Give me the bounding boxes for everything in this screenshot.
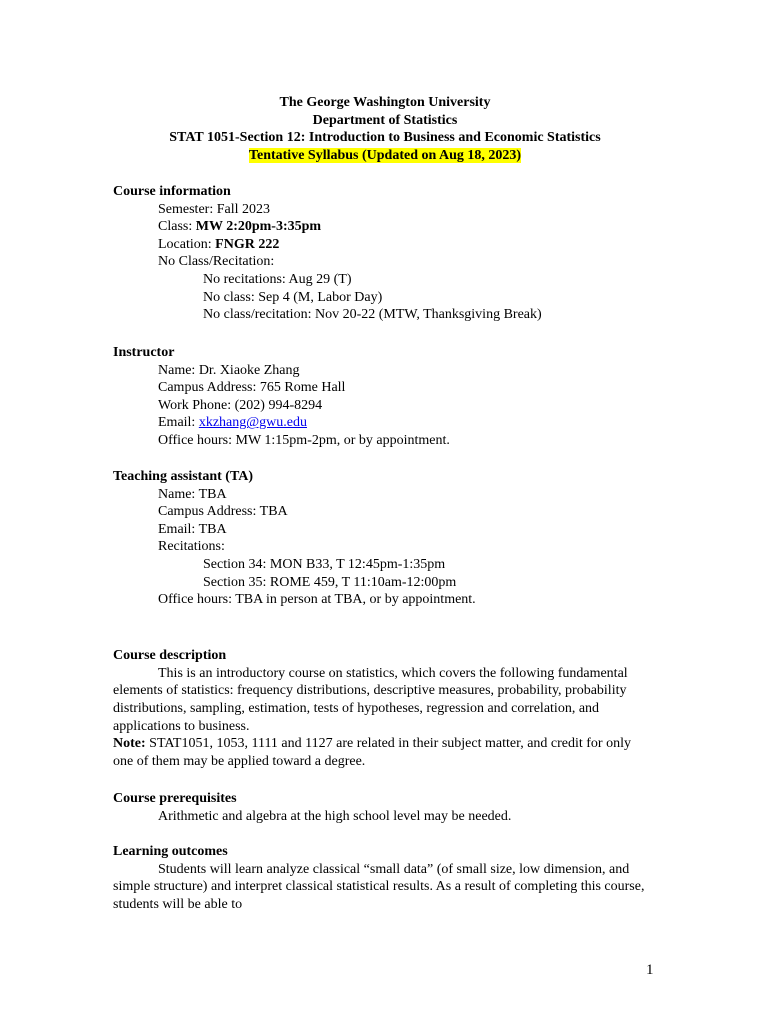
outcomes-paragraph: Students will learn analyze classical “small data” (of small size, low dimension, and simple structure) and interpret classical statistical results. As a result of completing this course, students will be able to	[113, 861, 645, 912]
class-time-line: Class: MW 2:20pm-3:35pm	[158, 219, 322, 235]
section-heading: Course prerequisites	[113, 791, 237, 806]
section-heading: Course description	[113, 648, 227, 663]
university-name: The George Washington University	[279, 95, 491, 110]
no-class-item: No class/recitation: Nov 20-22 (MTW, Thanksgiving Break)	[203, 307, 542, 323]
no-class-item: No recitations: Aug 29 (T)	[203, 271, 352, 287]
instructor-name: Name: Dr. Xiaoke Zhang	[158, 362, 300, 378]
ta-office-hours: Office hours: TBA in person at TBA, or by appointment.	[158, 592, 476, 608]
no-class-item: No class: Sep 4 (M, Labor Day)	[203, 289, 383, 305]
page-number: 1	[646, 962, 654, 978]
teaching-assistant-section	[113, 468, 650, 609]
title-block	[0, 94, 770, 164]
section-heading: Instructor	[113, 345, 175, 360]
section-heading: Course information	[113, 184, 231, 199]
recitation-item: Section 35: ROME 459, T 11:10am-12:00pm	[203, 574, 457, 590]
instructor-office-hours: Office hours: MW 1:15pm-2pm, or by appointment.	[158, 432, 450, 448]
section-heading: Learning outcomes	[113, 844, 228, 859]
prerequisites-section	[113, 790, 650, 825]
course-title: STAT 1051-Section 12: Introduction to Business and Economic Statistics	[169, 130, 601, 146]
instructor-address: Campus Address: 765 Rome Hall	[158, 380, 346, 396]
syllabus-note-highlighted: Tentative Syllabus (Updated on Aug 18, 2023)	[248, 147, 522, 163]
course-description-section	[113, 647, 650, 771]
ta-email: Email: TBA	[158, 521, 227, 537]
location-line: Location: FNGR 222	[158, 236, 280, 252]
learning-outcomes-section	[113, 843, 650, 914]
prerequisites-text: Arithmetic and algebra at the high school level may be needed.	[158, 808, 512, 824]
instructor-email-line: Email: xkzhang@gwu.edu	[158, 415, 307, 431]
section-heading: Teaching assistant (TA)	[113, 469, 254, 484]
semester-line: Semester: Fall 2023	[158, 201, 270, 217]
recitations-heading: Recitations:	[158, 539, 225, 555]
no-class-heading: No Class/Recitation:	[158, 254, 275, 270]
description-paragraph: This is an introductory course on statistics, which covers the following fundamental elements of statistics: frequency distributions, descriptive measures, probability, probability distributions, sampling, estimation, tests of hypotheses, regression and correlation, and applications to business.	[113, 665, 628, 734]
department-name: Department of Statistics	[312, 112, 458, 128]
description-note: Note: STAT1051, 1053, 1111 and 1127 are related in their subject matter, and credit for only one of them may be applied toward a degree.	[113, 736, 631, 770]
instructor-phone: Work Phone: (202) 994-8294	[158, 397, 323, 413]
instructor-section	[113, 344, 650, 450]
instructor-email-link[interactable]: xkzhang@gwu.edu	[198, 415, 307, 431]
recitation-item: Section 34: MON B33, T 12:45pm-1:35pm	[203, 556, 446, 572]
course-information-section	[113, 183, 650, 324]
ta-address: Campus Address: TBA	[158, 504, 288, 520]
ta-name: Name: TBA	[158, 486, 227, 502]
